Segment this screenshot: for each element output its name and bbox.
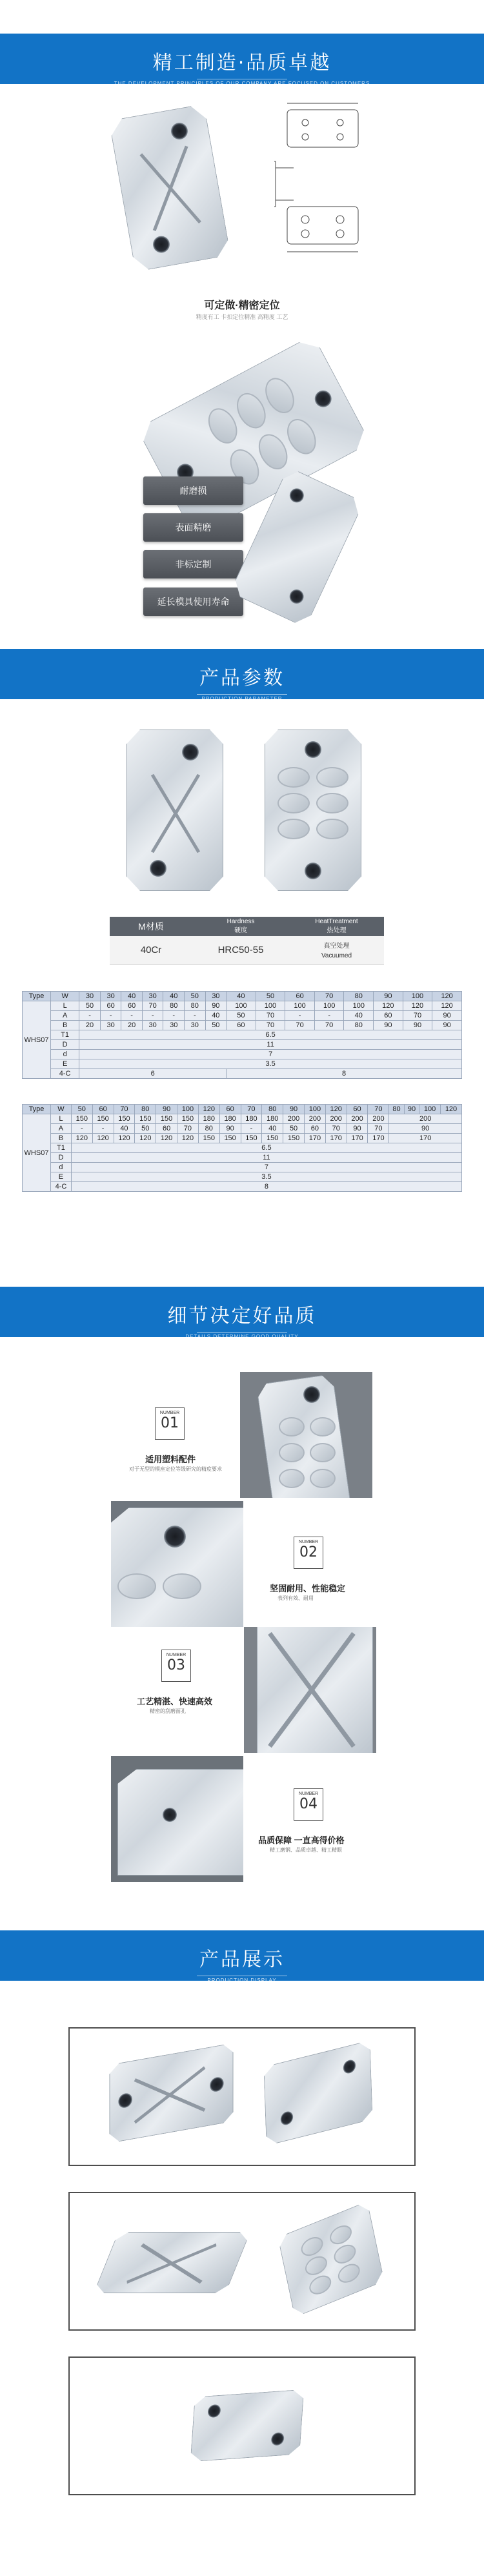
spec-table-2 bbox=[22, 1104, 462, 1192]
table-cell: 70 bbox=[285, 1021, 315, 1030]
table-cell: - bbox=[185, 1011, 206, 1021]
table-cell: 120 bbox=[325, 1105, 347, 1114]
hardness-value: HRC50-55 bbox=[192, 936, 289, 965]
product-image-x-plate bbox=[108, 104, 230, 272]
table-cell: 120 bbox=[198, 1105, 219, 1114]
table-cell: 150 bbox=[92, 1114, 114, 1124]
table-cell: 40 bbox=[163, 992, 185, 1001]
table-row bbox=[23, 1182, 462, 1192]
table-cell: 70 bbox=[256, 1011, 285, 1021]
table-cell: 100 bbox=[177, 1105, 199, 1114]
table-cell: 90 bbox=[432, 1021, 462, 1030]
table-cell: 200 bbox=[325, 1114, 347, 1124]
table-cell: 11 bbox=[79, 1040, 462, 1050]
param-key-cell: A bbox=[51, 1011, 79, 1021]
table-cell: 40 bbox=[227, 992, 256, 1001]
table-cell: 90 bbox=[389, 1124, 462, 1134]
table-row bbox=[23, 1153, 462, 1163]
badge-number: 02 bbox=[299, 1544, 318, 1560]
table-cell: 7 bbox=[79, 1050, 462, 1059]
table-cell: - bbox=[163, 1011, 185, 1021]
param-key-cell: B bbox=[51, 1021, 79, 1030]
table-cell: 30 bbox=[163, 1021, 185, 1030]
param-key-cell: 4-C bbox=[51, 1069, 79, 1079]
table-cell: 30 bbox=[100, 992, 121, 1001]
table-cell: 60 bbox=[100, 1001, 121, 1011]
table-cell: 120 bbox=[135, 1134, 156, 1143]
table-cell: - bbox=[314, 1011, 344, 1021]
table-cell: - bbox=[92, 1124, 114, 1134]
badge-label: NUMBER bbox=[159, 1411, 180, 1415]
heat-value bbox=[289, 936, 384, 965]
param-key-cell: W bbox=[51, 992, 79, 1001]
display-plate-plain-2 bbox=[190, 2389, 305, 2462]
param-key-cell: E bbox=[51, 1172, 72, 1182]
table-cell: 200 bbox=[347, 1114, 368, 1124]
table-cell: 90 bbox=[432, 1011, 462, 1021]
table-cell: 180 bbox=[219, 1114, 241, 1124]
table-cell: 8 bbox=[227, 1069, 462, 1079]
heat-cn: 热处理 bbox=[327, 927, 347, 934]
table-cell: 120 bbox=[92, 1134, 114, 1143]
section-subtitle: DETAILS DETERMINE GOOD QUALITY bbox=[185, 1334, 299, 1340]
table-cell: 100 bbox=[403, 992, 432, 1001]
table-cell: 70 bbox=[177, 1124, 199, 1134]
table-cell: 150 bbox=[71, 1114, 92, 1124]
table-cell: 6.5 bbox=[71, 1143, 461, 1153]
table-cell: 150 bbox=[262, 1134, 283, 1143]
header-banner-1 bbox=[0, 34, 484, 87]
table-row bbox=[23, 1011, 462, 1021]
heat-value-en: Vacuumed bbox=[321, 952, 352, 959]
detail-title-01: 适用塑料配件 bbox=[145, 1455, 196, 1464]
table-cell: 170 bbox=[368, 1134, 389, 1143]
section-subtitle: THE DEVELOPMENT PRINCIPLES OF OUR COMPANY ARE FOCUSED ON CUSTOMERS bbox=[114, 81, 370, 87]
param-key-cell: L bbox=[51, 1001, 79, 1011]
table-cell: 120 bbox=[177, 1134, 199, 1143]
section-title: 细节决定好品质 bbox=[167, 1305, 317, 1327]
table-cell: 20 bbox=[79, 1021, 101, 1030]
table-cell: 60 bbox=[304, 1124, 325, 1134]
param-key-cell: d bbox=[51, 1163, 72, 1172]
table-cell: 40 bbox=[344, 1011, 374, 1021]
detail-image-04 bbox=[111, 1756, 243, 1882]
table-cell: 90 bbox=[404, 1105, 419, 1114]
param-plate-slotted bbox=[265, 730, 361, 891]
table-cell: 50 bbox=[256, 992, 285, 1001]
table-row bbox=[23, 1134, 462, 1143]
table-cell: 30 bbox=[142, 1021, 163, 1030]
table-cell: 100 bbox=[256, 1001, 285, 1011]
x-groove-icon bbox=[94, 2232, 250, 2293]
table-cell: 180 bbox=[241, 1114, 262, 1124]
section-title: 产品参数 bbox=[199, 667, 285, 690]
table-cell: 120 bbox=[432, 992, 462, 1001]
table-cell: 100 bbox=[285, 1001, 315, 1011]
param-key-cell: A bbox=[51, 1124, 72, 1134]
table-cell: 60 bbox=[227, 1021, 256, 1030]
table-cell: 170 bbox=[304, 1134, 325, 1143]
table-cell: 80 bbox=[262, 1105, 283, 1114]
table-cell: 150 bbox=[283, 1134, 305, 1143]
table-cell: 40 bbox=[121, 992, 143, 1001]
table-cell: - bbox=[121, 1011, 143, 1021]
detail-desc-04: 精工磨钢、品质卓越、精工精眼 bbox=[270, 1847, 342, 1853]
detail-badge-02 bbox=[294, 1537, 323, 1569]
header-banner-2 bbox=[0, 649, 484, 702]
table-cell: 70 bbox=[314, 992, 344, 1001]
table-row bbox=[23, 1114, 462, 1124]
table-cell: 50 bbox=[79, 1001, 101, 1011]
table-cell: 150 bbox=[114, 1114, 135, 1124]
type-cell: WHS07 bbox=[23, 1001, 51, 1079]
table-cell: 100 bbox=[314, 1001, 344, 1011]
param-key-cell: D bbox=[51, 1040, 79, 1050]
heat-en: HeatTreatment bbox=[315, 918, 358, 925]
detail-desc-02: 表列有效、耐用 bbox=[277, 1595, 314, 1601]
table-cell: - bbox=[285, 1011, 315, 1021]
table-cell: 90 bbox=[156, 1105, 177, 1114]
detail-image-01 bbox=[240, 1372, 372, 1498]
table-cell: 90 bbox=[205, 1001, 227, 1011]
param-plate-x bbox=[126, 730, 223, 891]
table-cell: 30 bbox=[79, 992, 101, 1001]
display-plate-plain bbox=[263, 2040, 372, 2146]
table-cell: 120 bbox=[403, 1001, 432, 1011]
table-cell: 60 bbox=[92, 1105, 114, 1114]
heat-value-cn: 真空处理 bbox=[323, 943, 350, 950]
detail-title-02: 坚固耐用、性能稳定 bbox=[270, 1584, 346, 1593]
divider bbox=[197, 1332, 287, 1333]
table-cell: 100 bbox=[419, 1105, 441, 1114]
table-cell: 60 bbox=[347, 1105, 368, 1114]
table-cell: 170 bbox=[347, 1134, 368, 1143]
table-cell: 90 bbox=[403, 1021, 432, 1030]
table-cell: 120 bbox=[432, 1001, 462, 1011]
table-cell: 50 bbox=[227, 1011, 256, 1021]
table-cell: 60 bbox=[219, 1105, 241, 1114]
table-cell: 50 bbox=[135, 1124, 156, 1134]
table-cell: 60 bbox=[121, 1001, 143, 1011]
table-cell: 30 bbox=[142, 992, 163, 1001]
table-row bbox=[23, 1040, 462, 1050]
table-cell: 90 bbox=[283, 1105, 305, 1114]
param-key-cell: E bbox=[51, 1059, 79, 1069]
param-key-cell: d bbox=[51, 1050, 79, 1059]
table-cell: 150 bbox=[156, 1114, 177, 1124]
table-cell: 100 bbox=[344, 1001, 374, 1011]
feature-title: 可定做·精密定位 bbox=[204, 300, 280, 311]
table-cell: 120 bbox=[71, 1134, 92, 1143]
detail-image-02 bbox=[111, 1501, 243, 1627]
display-box-1 bbox=[68, 2027, 416, 2166]
table-cell: 70 bbox=[256, 1021, 285, 1030]
table-cell: 200 bbox=[283, 1114, 305, 1124]
table-cell: 200 bbox=[389, 1114, 462, 1124]
table-row bbox=[23, 1069, 462, 1079]
header-banner-4 bbox=[0, 1930, 484, 1981]
table-cell: 70 bbox=[241, 1105, 262, 1114]
table-cell: 30 bbox=[205, 992, 227, 1001]
feature-subtitle: 精度有工 卡扣定位精准 高精度 工艺 bbox=[196, 314, 288, 320]
divider bbox=[197, 694, 287, 695]
table-cell: 90 bbox=[219, 1124, 241, 1134]
table-cell: 40 bbox=[114, 1124, 135, 1134]
table-cell: - bbox=[79, 1011, 101, 1021]
table-cell: 8 bbox=[71, 1182, 461, 1192]
table-cell: 20 bbox=[121, 1021, 143, 1030]
param-key-cell: W bbox=[51, 1105, 72, 1114]
badge-number: 03 bbox=[167, 1657, 185, 1673]
badge-label: NUMBER bbox=[298, 1792, 319, 1796]
section-subtitle: PRODUCTION PARAMETER bbox=[201, 696, 283, 702]
param-key-cell: L bbox=[51, 1114, 72, 1124]
table-cell: 70 bbox=[325, 1124, 347, 1134]
table-cell: - bbox=[241, 1124, 262, 1134]
table-cell: - bbox=[142, 1011, 163, 1021]
tag-longer-life: 延长模具使用寿命 bbox=[143, 588, 243, 616]
display-box-3 bbox=[68, 2356, 416, 2495]
hardness-en: Hardness bbox=[227, 918, 255, 925]
table-cell: 100 bbox=[304, 1105, 325, 1114]
table-cell: 70 bbox=[142, 1001, 163, 1011]
badge-label: NUMBER bbox=[166, 1653, 187, 1657]
table-row bbox=[23, 1105, 462, 1114]
badge-number: 04 bbox=[299, 1796, 318, 1812]
table-cell: 60 bbox=[285, 992, 315, 1001]
table-cell: 3.5 bbox=[71, 1172, 461, 1182]
detail-desc-01: 对于无型的模座定位等级研究的精度要求 bbox=[129, 1466, 222, 1472]
table-cell: 100 bbox=[227, 1001, 256, 1011]
table-row bbox=[23, 1021, 462, 1030]
badge-number: 01 bbox=[161, 1415, 179, 1431]
table-cell: 50 bbox=[283, 1124, 305, 1134]
table-cell: 180 bbox=[198, 1114, 219, 1124]
table-cell: 150 bbox=[177, 1114, 199, 1124]
header-banner-3 bbox=[0, 1287, 484, 1340]
detail-badge-04 bbox=[294, 1788, 323, 1821]
table-cell: - bbox=[71, 1124, 92, 1134]
table-cell: 90 bbox=[347, 1124, 368, 1134]
table-cell: 150 bbox=[198, 1134, 219, 1143]
table-cell: 170 bbox=[325, 1134, 347, 1143]
table-cell: 70 bbox=[114, 1105, 135, 1114]
table-cell: 80 bbox=[389, 1105, 404, 1114]
tag-surface-ground: 表面精磨 bbox=[143, 513, 243, 542]
detail-image-03 bbox=[244, 1627, 376, 1753]
detail-desc-03: 精密的刮磨面孔 bbox=[150, 1708, 186, 1714]
table-cell: 170 bbox=[389, 1134, 462, 1143]
param-key-cell: D bbox=[51, 1153, 72, 1163]
table-row bbox=[23, 992, 462, 1001]
table-row bbox=[23, 1059, 462, 1069]
hardness-cn: 硬度 bbox=[234, 927, 247, 934]
table-cell: 60 bbox=[374, 1011, 403, 1021]
section-subtitle: PRODUCTION DISPLAY bbox=[207, 1978, 277, 1983]
param-key-cell: T1 bbox=[51, 1143, 72, 1153]
table-cell: 30 bbox=[100, 1021, 121, 1030]
table-cell: 50 bbox=[71, 1105, 92, 1114]
table-cell: 70 bbox=[368, 1105, 389, 1114]
table-cell: 90 bbox=[374, 992, 403, 1001]
table-cell: 120 bbox=[441, 1105, 462, 1114]
spec-table-1 bbox=[22, 991, 462, 1079]
detail-badge-01 bbox=[155, 1407, 185, 1440]
x-groove-icon bbox=[126, 730, 223, 891]
detail-badge-03 bbox=[161, 1650, 191, 1682]
table-cell: 120 bbox=[114, 1134, 135, 1143]
table-cell: 200 bbox=[368, 1114, 389, 1124]
detail-title-03: 工艺精湛、快速高效 bbox=[137, 1697, 213, 1706]
heat-header bbox=[289, 917, 384, 936]
display-plate-x-2 bbox=[94, 2232, 250, 2293]
table-cell: 80 bbox=[198, 1124, 219, 1134]
param-key-cell: B bbox=[51, 1134, 72, 1143]
table-cell: 11 bbox=[71, 1153, 461, 1163]
x-groove-icon bbox=[108, 104, 230, 272]
table-cell: 40 bbox=[205, 1011, 227, 1021]
table-cell: 70 bbox=[314, 1021, 344, 1030]
table-row bbox=[23, 1050, 462, 1059]
table-cell: 150 bbox=[241, 1134, 262, 1143]
tag-custom: 非标定制 bbox=[143, 550, 243, 578]
material-label: M材质 bbox=[110, 917, 192, 936]
table-cell: 50 bbox=[205, 1021, 227, 1030]
table-row bbox=[23, 1030, 462, 1040]
table-cell: 80 bbox=[135, 1105, 156, 1114]
table-cell: 90 bbox=[374, 1021, 403, 1030]
section-title: 精工制造·品质卓越 bbox=[152, 52, 332, 74]
table-cell: 3.5 bbox=[79, 1059, 462, 1069]
section-title: 产品展示 bbox=[199, 1948, 285, 1971]
detail-title-04: 品质保障 一直高得价格 bbox=[258, 1835, 345, 1845]
technical-drawing bbox=[274, 97, 403, 278]
table-cell: 80 bbox=[163, 1001, 185, 1011]
material-value: 40Cr bbox=[110, 936, 192, 965]
table-cell: 70 bbox=[368, 1124, 389, 1134]
badge-label: NUMBER bbox=[298, 1540, 319, 1544]
table-cell: 150 bbox=[219, 1134, 241, 1143]
table-cell: 6.5 bbox=[79, 1030, 462, 1040]
display-box-2 bbox=[68, 2192, 416, 2331]
display-plate-slotted bbox=[277, 2201, 384, 2317]
table-row bbox=[23, 1172, 462, 1182]
table-cell: 180 bbox=[262, 1114, 283, 1124]
table-cell: 6 bbox=[79, 1069, 227, 1079]
table-cell: 70 bbox=[403, 1011, 432, 1021]
table-row bbox=[23, 1143, 462, 1153]
table-row bbox=[23, 1124, 462, 1134]
table-cell: 60 bbox=[156, 1124, 177, 1134]
material-strip bbox=[110, 917, 384, 975]
table-cell: 200 bbox=[304, 1114, 325, 1124]
hardness-header bbox=[192, 917, 289, 936]
table-cell: 50 bbox=[185, 992, 206, 1001]
tag-wear-resistant: 耐磨损 bbox=[143, 476, 243, 505]
display-plate-x bbox=[109, 2043, 233, 2143]
table-cell: 40 bbox=[262, 1124, 283, 1134]
table-cell: 80 bbox=[344, 1021, 374, 1030]
table-cell: 30 bbox=[185, 1021, 206, 1030]
type-header-cell: Type bbox=[23, 1105, 51, 1114]
type-header-cell: Type bbox=[23, 992, 51, 1001]
table-cell: 80 bbox=[344, 992, 374, 1001]
table-cell: - bbox=[100, 1011, 121, 1021]
table-cell: 7 bbox=[71, 1163, 461, 1172]
x-groove-icon bbox=[244, 1627, 376, 1753]
table-row bbox=[23, 1163, 462, 1172]
table-cell: 80 bbox=[185, 1001, 206, 1011]
param-key-cell: 4-C bbox=[51, 1182, 72, 1192]
table-row bbox=[23, 1001, 462, 1011]
table-cell: 120 bbox=[374, 1001, 403, 1011]
type-cell: WHS07 bbox=[23, 1114, 51, 1192]
param-key-cell: T1 bbox=[51, 1030, 79, 1040]
table-cell: 150 bbox=[135, 1114, 156, 1124]
table-cell: 120 bbox=[156, 1134, 177, 1143]
